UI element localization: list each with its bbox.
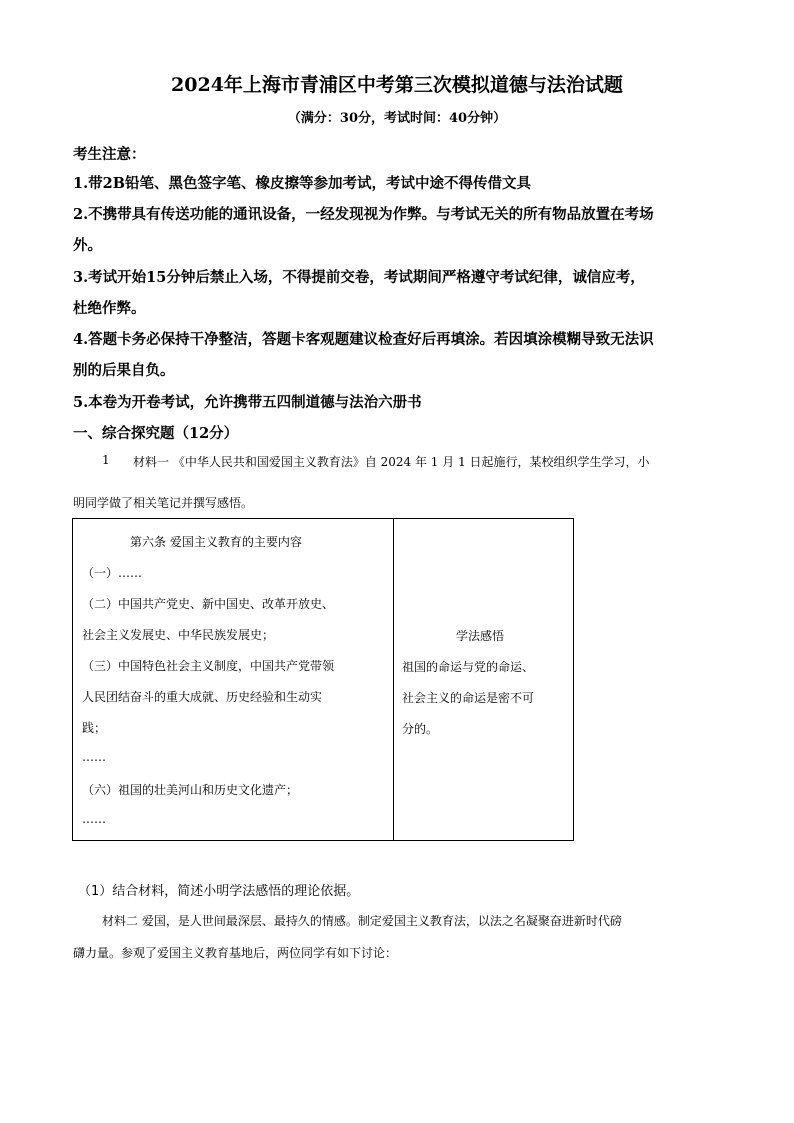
table-left-line-2: （一）…… xyxy=(82,566,143,580)
table-right-line-2: 社会主义的命运是密不可 xyxy=(402,691,535,705)
table-left-line-7: 践； xyxy=(82,721,107,735)
notice-line-4: 3.考试开始15分钟后禁止入场，不得提前交卷，考试期间严格遵守考试纪律，诚信应考， xyxy=(73,269,645,286)
table-left-line-9: （六）祖国的壮美河山和历史文化遗产； xyxy=(82,783,299,797)
notice-line-2: 2.不携带具有传送功能的通讯设备，一经发现视为作弊。与考试无关的所有物品放置在考场 xyxy=(73,206,654,223)
table-right-line-3: 分的。 xyxy=(402,722,439,736)
notice-line-8: 5.本卷为开卷考试，允许携带五四制道德与法治六册书 xyxy=(73,394,422,411)
table-left-line-3: （二）中国共产党史、新中国史、改革开放史、 xyxy=(82,597,335,611)
table-left-line-10: …… xyxy=(82,812,106,826)
table-right-line-1: 祖国的命运与党的命运、 xyxy=(402,660,535,674)
question-intro-line-1: 材料一 《中华人民共和国爱国主义教育法》自 2024 年 1 月 1 日起施行，某校组织学生学习，小 xyxy=(133,455,650,469)
notice-line-6: 4.答题卡务必保持干净整洁，答题卡客观题建议检查好后再填涂。若因填涂模糊导致无法识 xyxy=(73,331,654,348)
notice-line-5: 杜绝作弊。 xyxy=(73,300,146,317)
material-2-line-1: 材料二 爱国，是人世间最深层、最持久的情感。制定爱国主义教育法，以法之名凝聚奋进新时代磅 xyxy=(102,914,622,928)
exam-title: 2024年上海市青浦区中考第三次模拟道德与法治试题 xyxy=(171,74,623,96)
table-left-line-1: 第六条 爱国主义教育的主要内容 xyxy=(130,535,302,549)
notice-line-1: 1.带2B铅笔、黑色签字笔、橡皮擦等参加考试，考试中途不得传借文具 xyxy=(73,175,531,192)
material-2-line-2: 礴力量。参观了爱国主义教育基地后，两位同学有如下讨论： xyxy=(73,946,398,960)
table-right-heading: 学法感悟 xyxy=(456,629,505,643)
sub-question-1: （1）结合材料，简述小明学法感悟的理论依据。 xyxy=(78,884,360,899)
question-number: 1 xyxy=(102,453,110,467)
exam-subtitle: （满分：30分，考试时间：40分钟） xyxy=(287,111,507,126)
table-left-line-4: 社会主义发展史、中华民族发展史； xyxy=(82,628,275,642)
section-heading: 一、综合探究题（12分） xyxy=(73,425,239,442)
table-left-line-5: （三）中国特色社会主义制度，中国共产党带领 xyxy=(82,659,335,673)
table-left-line-6: 人民团结奋斗的重大成就、历史经验和生动实 xyxy=(82,690,323,704)
notice-line-7: 别的后果自负。 xyxy=(73,362,175,379)
table-divider xyxy=(393,518,394,841)
question-intro-line-2: 明同学做了相关笔记并撰写感悟。 xyxy=(73,496,254,510)
notice-line-3: 外。 xyxy=(73,237,102,254)
table-left-line-8: …… xyxy=(82,750,106,764)
notice-heading: 考生注意： xyxy=(73,146,146,163)
